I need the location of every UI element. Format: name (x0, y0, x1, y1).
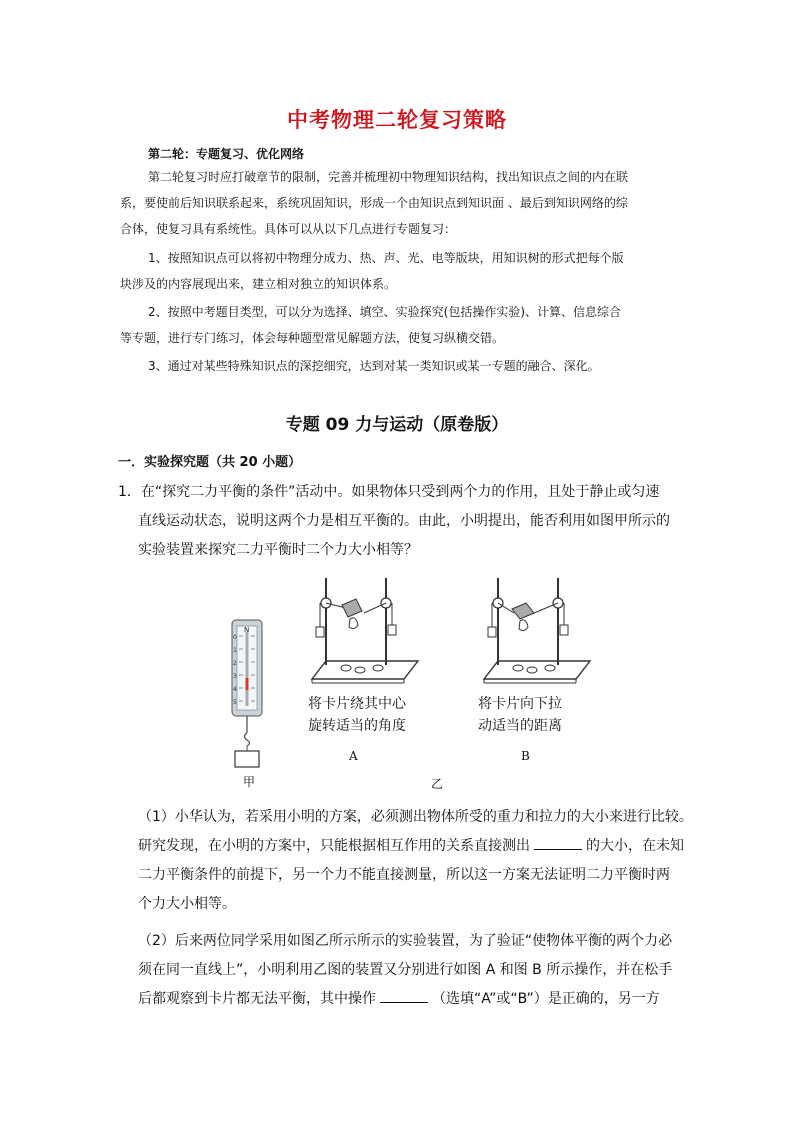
scale-mark: 3 (233, 673, 237, 680)
figure-label-jia: 甲 (243, 775, 256, 789)
scale-mark: 4 (233, 686, 237, 693)
part2-line-3-after: （选填“A”或“B”）是正确的，另一方 (432, 991, 660, 1007)
part1-line-1: （1）小华认为，若采用小明的方案，必须测出物体所受的重力和拉力的大小来进行比较。 (138, 809, 693, 825)
point1-line-1: 1、按照知识点可以将初中物理分成力、热、声、光、电等版块，用知识树的形式把每个版 (148, 251, 624, 265)
apparatus-b-figure (470, 573, 596, 685)
intro-line-2: 系，要使前后知识联系起来，系统巩固知识，形成一个由知识点到知识面 、最后到知识网络的综 (120, 196, 628, 210)
figure-label-yi: 乙 (431, 777, 444, 791)
apparatus-a-figure (298, 573, 424, 685)
point2-line-1: 2、按照中考题目类型，可以分为选择、填空、实验探究(包括操作实验)、计算、信息综合 (148, 305, 622, 319)
part1-line-2 (138, 832, 684, 861)
section-title: 一．实验探究题（共 20 小题） (118, 455, 302, 470)
strategy-subheading: 第二轮：专题复习、优化网络 (148, 147, 305, 161)
scale-mark: 5 (233, 699, 237, 706)
part1-line-2-after: 的大小，在未知 (586, 838, 684, 854)
page-title: 中考物理二轮复习策略 (287, 108, 507, 132)
caption-b-line-2: 动适当的距离 (478, 718, 562, 734)
part1-line-4: 个力大小相等。 (138, 896, 236, 912)
figure-label-a: A (349, 749, 358, 763)
part2-line-2: 须在同一直线上”，小明利用乙图的装置又分别进行如图 A 和图 B 所示操作，并在松手 (138, 962, 673, 978)
caption-a-line-2: 旋转适当的角度 (308, 718, 406, 734)
scale-mark: 2 (233, 660, 237, 667)
scale-unit-label: N (244, 626, 250, 634)
question1-line-3: 实验装置来探究二力平衡时二个力大小相等？ (138, 542, 418, 558)
question1-line-2: 直线运动状态，说明这两个力是相互平衡的。由此，小明提出，能否利用如图甲所示的 (138, 513, 670, 529)
answer-blank-2[interactable] (380, 990, 428, 1003)
point1-line-2: 块涉及的内容展现出来，建立相对独立的知识体系。 (120, 277, 397, 291)
part2-line-1: （2）后来两位同学采用如图乙所示所示的实验装置，为了验证“使物体平衡的两个力必 (138, 933, 673, 949)
part1-line-2-before: 研究发现，在小明的方案中，只能根据相互作用的关系直接测出 (138, 838, 530, 854)
scale-mark: 0 (233, 634, 237, 641)
question1-line-1: 1．在“探究二力平衡的条件”活动中。如果物体只受到两个力的作用，且处于静止或匀速 (118, 484, 660, 500)
caption-b-line-1: 将卡片向下拉 (478, 696, 562, 712)
point2-line-2: 等专题，进行专门练习，体会每种题型常见解题方法，使复习纵横交错。 (120, 331, 505, 345)
point3-line-1: 3、通过对某些特殊知识点的深挖细究，达到对某一类知识或某一专题的融合、深化。 (148, 359, 600, 373)
part2-line-3-before: 后都观察到卡片都无法平衡，其中操作 (138, 991, 376, 1007)
intro-line-3: 合体，使复习具有系统性。具体可以从以下几点进行专题复习： (120, 222, 457, 236)
intro-line-1: 第二轮复习时应打破章节的限制，完善并梳理初中物理知识结构，找出知识点之间的内在联 (148, 170, 629, 184)
scale-mark: 1 (233, 647, 237, 654)
topic-title: 专题 09 力与运动（原卷版） (285, 415, 509, 435)
figure-label-b: B (521, 749, 530, 763)
caption-a-line-1: 将卡片绕其中心 (308, 696, 406, 712)
part1-line-3: 二力平衡条件的前提下，另一个力不能直接测量，所以这一方案无法证明二力平衡时两 (138, 867, 670, 883)
spring-scale-figure (222, 618, 282, 778)
answer-blank-1[interactable] (534, 837, 582, 850)
part2-line-3 (138, 985, 660, 1014)
